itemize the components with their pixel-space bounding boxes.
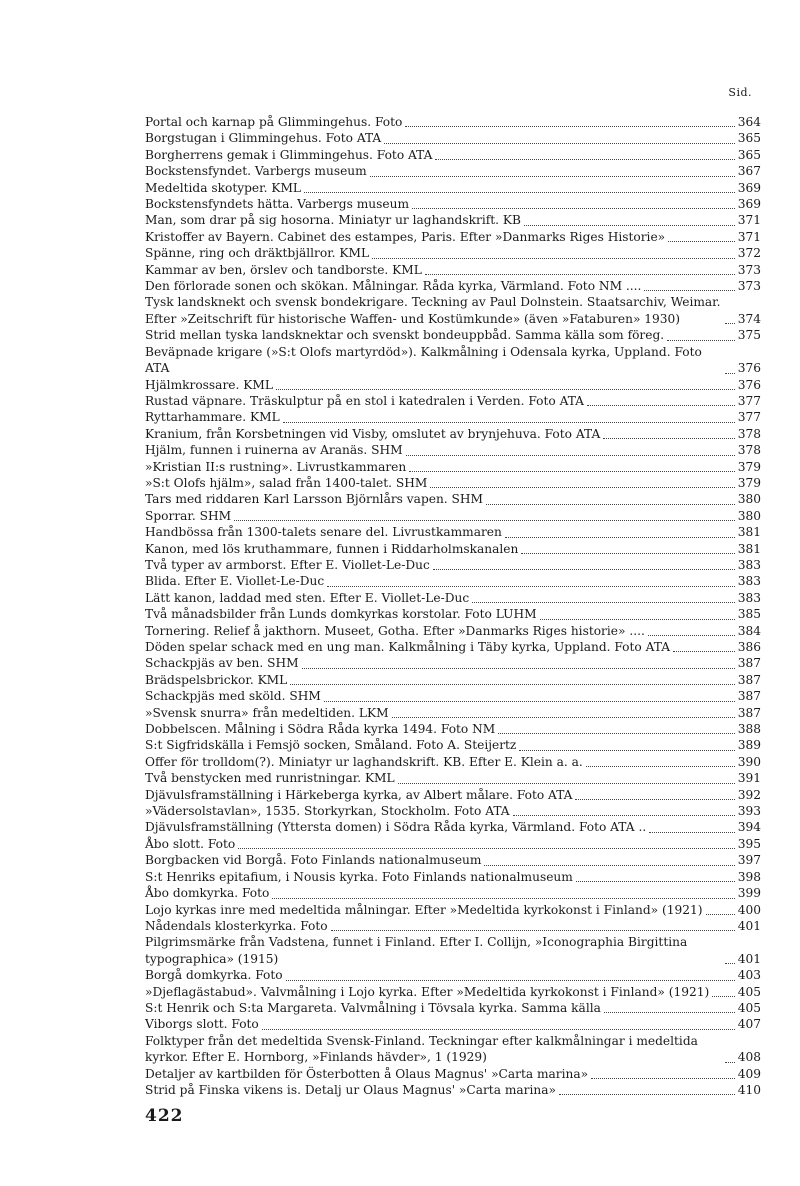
dot-leader (276, 389, 735, 390)
dot-leader (540, 619, 735, 620)
entry-page-number: 408 (737, 1050, 761, 1065)
page-column-label: Sid. (728, 86, 752, 99)
list-item (145, 508, 761, 524)
dot-leader (604, 1012, 735, 1013)
list-item (145, 688, 761, 704)
entry-page-number: 365 (737, 147, 761, 162)
entry-caption: Strid mellan tyska landsknektar och svenskt bondeuppbåd. Samma källa som föreg. (145, 328, 665, 343)
entry-caption: S:t Henriks epitafium, i Nousis kyrka. Foto Finlands nationalmuseum (145, 869, 573, 884)
dot-leader (392, 717, 735, 718)
dot-leader (725, 323, 735, 324)
entry-caption: Spänne, ring och dräktbjällror. KML (145, 246, 370, 261)
list-item (145, 278, 761, 294)
dot-leader (384, 143, 735, 144)
entry-page-number: 400 (737, 902, 761, 917)
entry-caption: »Djeflagästabud». Valvmålning i Lojo kyrka. Efter »Medeltida kyrkokonst i Finland» (1921) (145, 984, 710, 999)
dot-leader (603, 438, 734, 439)
list-item (145, 1000, 761, 1016)
entry-page-number: 379 (737, 459, 761, 474)
entry-page-number: 373 (737, 279, 761, 294)
entry-page-number: 371 (737, 213, 761, 228)
list-item (145, 114, 761, 130)
dot-leader (430, 487, 734, 488)
entry-caption: Två typer av armborst. Efter E. Viollet-Le-Duc (145, 557, 430, 572)
entry-caption: S:t Sigfridskälla i Femsjö socken, Småland. Foto A. Steijertz (145, 738, 517, 753)
list-item (145, 262, 761, 278)
entry-page-number: 401 (737, 918, 761, 933)
entry-page-number: 389 (737, 738, 761, 753)
entry-caption: Dobbelscen. Målning i Södra Råda kyrka 1494. Foto NM (145, 722, 496, 737)
entry-page-number: 387 (737, 672, 761, 687)
entry-page-number: 375 (737, 328, 761, 343)
entry-page-number: 394 (737, 820, 761, 835)
entry-caption: Djävulsframställning i Härkeberga kyrka, av Albert målare. Foto ATA (145, 787, 573, 802)
dot-leader (505, 537, 735, 538)
entry-page-number: 384 (737, 623, 761, 638)
list-item (145, 130, 761, 146)
list-item (145, 787, 761, 803)
entry-page-number: 377 (737, 393, 761, 408)
list-item (145, 393, 761, 409)
entry-page-number: 383 (737, 574, 761, 589)
list-item (145, 852, 761, 868)
entry-page-number: 387 (737, 689, 761, 704)
entry-caption: Schackpjäs med sköld. SHM (145, 689, 321, 704)
entry-page-number: 409 (737, 1066, 761, 1081)
list-item (145, 918, 761, 934)
entry-caption: Medeltida skotyper. KML (145, 180, 302, 195)
entry-page-number: 403 (737, 968, 761, 983)
entry-caption: Kranium, från Korsbetningen vid Visby, omslutet av brynjehuva. Foto ATA (145, 426, 601, 441)
dot-leader (648, 635, 735, 636)
entry-caption: Borgherrens gemak i Glimmingehus. Foto ATA (145, 147, 433, 162)
entry-caption: Åbo domkyrka. Foto (145, 886, 270, 901)
dot-leader (370, 176, 735, 177)
dot-leader (725, 963, 735, 964)
entry-caption: Schackpjäs av ben. SHM (145, 656, 299, 671)
list-item (145, 737, 761, 753)
dot-leader (304, 192, 735, 193)
entry-caption: Offer för trolldom(?). Miniatyr ur laghandskrift. KB. Efter E. Klein a. a. (145, 754, 583, 769)
entry-page-number: 405 (737, 1000, 761, 1015)
entry-caption: Beväpnade krigare (»S:t Olofs martyrdöd»). Kalkmålning i Odensala kyrka, Uppland. Foto ATA (145, 344, 702, 376)
entry-caption: Strid på Finska vikens is. Detalj ur Olaus Magnus' »Carta marina» (145, 1082, 556, 1097)
list-item (145, 836, 761, 852)
dot-leader (327, 586, 735, 587)
entry-page-number: 381 (737, 541, 761, 556)
entry-page-number: 380 (737, 492, 761, 507)
entry-page-number: 410 (737, 1082, 761, 1097)
entry-caption: Åbo slott. Foto (145, 836, 236, 851)
entry-page-number: 397 (737, 853, 761, 868)
list-item (145, 590, 761, 606)
dot-leader (591, 1078, 735, 1079)
dot-leader (302, 668, 735, 669)
dot-leader (524, 225, 735, 226)
dot-leader (519, 750, 734, 751)
entry-caption: Brädspelsbrickor. KML (145, 672, 288, 687)
list-item (145, 541, 761, 557)
list-item (145, 902, 761, 918)
list-item (145, 557, 761, 573)
list-item (145, 934, 761, 967)
entry-page-number: 392 (737, 787, 761, 802)
dot-leader (667, 340, 735, 341)
entry-caption: Den förlorade sonen och skökan. Målningar. Råda kyrka, Värmland. Foto NM .... (145, 279, 642, 294)
entry-caption: Blida. Efter E. Viollet-Le-Duc (145, 574, 325, 589)
entry-page-number: 376 (737, 361, 761, 376)
dot-leader (484, 865, 734, 866)
dot-leader (644, 290, 734, 291)
entry-caption: Viborgs slott. Foto (145, 1017, 259, 1032)
entry-caption: Tysk landsknekt och svensk bondekrigare. Teckning av Paul Dolnstein. Staatsarchiv, Weimar. Efter »Zeitschrift für historische Waffen- und Kostümkunde» (även »Fataburen» 1930) (145, 295, 721, 326)
entry-page-number: 376 (737, 377, 761, 392)
list-item (145, 885, 761, 901)
dot-leader (262, 1029, 735, 1030)
entry-caption: Lätt kanon, laddad med sten. Efter E. Viollet-Le-Duc (145, 590, 470, 605)
entry-page-number: 391 (737, 771, 761, 786)
entry-caption: Kristoffer av Bayern. Cabinet des estampes, Paris. Efter »Danmarks Riges Historie» (145, 229, 666, 244)
entry-caption: Bockstensfyndet. Varbergs museum (145, 164, 367, 179)
entry-caption: Ryttarhammare. KML (145, 410, 280, 425)
illustration-list (145, 114, 761, 1098)
dot-leader (286, 980, 735, 981)
entry-page-number: 365 (737, 131, 761, 146)
list-item (145, 984, 761, 1000)
entry-caption: S:t Henrik och S:ta Margareta. Valvmålning i Tövsala kyrka. Samma källa (145, 1000, 601, 1015)
entry-caption: Detaljer av kartbilden för Österbotten å Olaus Magnus' »Carta marina» (145, 1066, 589, 1081)
list-item (145, 803, 761, 819)
entry-page-number: 379 (737, 475, 761, 490)
entry-page-number: 387 (737, 656, 761, 671)
entry-caption: Pilgrimsmärke från Vadstena, funnet i Finland. Efter I. Collijn, »Iconographia Birgittina typographica» (1915) (145, 935, 688, 966)
entry-page-number: 369 (737, 180, 761, 195)
entry-caption: Kanon, med lös kruthammare, funnen i Riddarholmskanalen (145, 541, 519, 556)
entry-page-number: 377 (737, 410, 761, 425)
dot-leader (521, 553, 734, 554)
list-item (145, 180, 761, 196)
dot-leader (234, 520, 735, 521)
entry-caption: Tars med riddaren Karl Larsson Björnlårs vapen. SHM (145, 492, 484, 507)
entry-page-number: 378 (737, 443, 761, 458)
list-item (145, 819, 761, 835)
list-item (145, 147, 761, 163)
dot-leader (576, 881, 735, 882)
list-item (145, 442, 761, 458)
entry-page-number: 378 (737, 426, 761, 441)
entry-caption: Döden spelar schack med en ung man. Kalkmålning i Täby kyrka, Uppland. Foto ATA (145, 640, 671, 654)
dot-leader (673, 651, 735, 652)
dot-leader (587, 405, 735, 406)
entry-page-number: 387 (737, 705, 761, 720)
dot-leader (575, 799, 734, 800)
entry-caption: Sporrar. SHM (145, 508, 232, 523)
entry-caption: Handbössa från 1300-talets senare del. Livrustkammaren (145, 525, 502, 540)
dot-leader (412, 208, 735, 209)
dot-leader (398, 783, 735, 784)
entry-caption: »Svensk snurra» från medeltiden. LKM (145, 705, 389, 720)
entry-caption: Två benstycken med runristningar. KML (145, 771, 395, 786)
entry-page-number: 395 (737, 836, 761, 851)
list-item (145, 672, 761, 688)
dot-leader (331, 930, 735, 931)
dot-leader (283, 422, 735, 423)
list-item (145, 491, 761, 507)
entry-caption: Lojo kyrkas inre med medeltida målningar. Efter »Medeltida kyrkokonst i Finland» (1921) (145, 902, 703, 917)
entry-caption: Man, som drar på sig hosorna. Miniatyr ur laghandskrift. KB (145, 213, 521, 228)
dot-leader (586, 766, 735, 767)
entry-page-number: 373 (737, 262, 761, 277)
dot-leader (406, 455, 735, 456)
dot-leader (238, 848, 735, 849)
list-item (145, 409, 761, 425)
page-number: 422 (145, 1106, 184, 1126)
entry-caption: »Kristian II:s rustning». Livrustkammaren (145, 459, 407, 474)
entry-caption: Borgbacken vid Borgå. Foto Finlands nationalmuseum (145, 853, 482, 868)
entry-page-number: 399 (737, 886, 761, 901)
entry-caption: Borgå domkyrka. Foto (145, 968, 283, 983)
entry-page-number: 383 (737, 590, 761, 605)
dot-leader (472, 602, 735, 603)
list-item (145, 705, 761, 721)
list-item (145, 606, 761, 622)
dot-leader (425, 274, 735, 275)
list-item (145, 524, 761, 540)
entry-caption: Hjälm, funnen i ruinerna av Aranäs. SHM (145, 443, 403, 458)
entry-page-number: 367 (737, 164, 761, 179)
dot-leader (409, 471, 734, 472)
list-item (145, 721, 761, 737)
entry-caption: Hjälmkrossare. KML (145, 377, 273, 392)
entry-page-number: 398 (737, 869, 761, 884)
list-item (145, 426, 761, 442)
dot-leader (725, 1062, 735, 1063)
list-item (145, 163, 761, 179)
entry-caption: Borgstugan i Glimmingehus. Foto ATA (145, 131, 382, 146)
list-item (145, 245, 761, 261)
entry-caption: Nådendals klosterkyrka. Foto (145, 918, 328, 933)
entry-caption: Portal och karnap på Glimmingehus. Foto (145, 115, 403, 129)
list-item (145, 344, 761, 377)
dot-leader (712, 996, 734, 997)
entry-caption: Två månadsbilder från Lunds domkyrkas korstolar. Foto LUHM (145, 607, 537, 622)
list-item (145, 770, 761, 786)
entry-page-number: 386 (737, 640, 761, 654)
entry-caption: Kammar av ben, örslev och tandborste. KML (145, 262, 422, 277)
entry-page-number: 381 (737, 525, 761, 540)
entry-page-number: 405 (737, 984, 761, 999)
list-item (145, 639, 761, 655)
dot-leader (513, 815, 735, 816)
list-item (145, 1066, 761, 1082)
entry-page-number: 385 (737, 607, 761, 622)
entry-caption: »S:t Olofs hjälm», salad från 1400-talet. SHM (145, 475, 428, 490)
list-item (145, 294, 761, 327)
entry-page-number: 374 (737, 311, 761, 326)
list-item (145, 229, 761, 245)
entry-caption: Bockstensfyndets hätta. Varbergs museum (145, 197, 410, 212)
entry-page-number: 383 (737, 557, 761, 572)
dot-leader (649, 832, 735, 833)
list-item (145, 475, 761, 491)
dot-leader (290, 684, 734, 685)
list-item (145, 623, 761, 639)
dot-leader (486, 504, 735, 505)
list-item (145, 573, 761, 589)
entry-page-number: 371 (737, 229, 761, 244)
dot-leader (706, 914, 735, 915)
entry-page-number: 407 (737, 1017, 761, 1032)
entry-page-number: 388 (737, 722, 761, 737)
list-item (145, 196, 761, 212)
dot-leader (668, 241, 735, 242)
list-item (145, 1033, 761, 1066)
entry-page-number: 364 (737, 115, 761, 129)
entry-page-number: 372 (737, 246, 761, 261)
list-item (145, 869, 761, 885)
dot-leader (433, 569, 735, 570)
list-item (145, 1016, 761, 1032)
dot-leader (324, 701, 735, 702)
dot-leader (498, 733, 734, 734)
dot-leader (272, 898, 734, 899)
entry-page-number: 380 (737, 508, 761, 523)
dot-leader (405, 126, 734, 127)
dot-leader (372, 258, 735, 259)
list-item (145, 377, 761, 393)
entry-page-number: 369 (737, 197, 761, 212)
dot-leader (435, 159, 734, 160)
entry-caption: Tornering. Relief å jakthorn. Museet, Gotha. Efter »Danmarks Riges historie» .... (145, 623, 645, 638)
list-item (145, 212, 761, 228)
entry-page-number: 393 (737, 804, 761, 819)
list-item (145, 459, 761, 475)
entry-page-number: 401 (737, 951, 761, 966)
entry-caption: Djävulsframställning (Yttersta domen) i Södra Råda kyrka, Värmland. Foto ATA .. (145, 820, 647, 835)
list-item (145, 754, 761, 770)
list-item (145, 967, 761, 983)
entry-caption: Rustad väpnare. Träskulptur på en stol i katedralen i Verden. Foto ATA (145, 393, 584, 408)
list-item (145, 655, 761, 671)
entry-caption: »Vädersolstavlan», 1535. Storkyrkan, Stockholm. Foto ATA (145, 804, 510, 819)
entry-caption: Folktyper från det medeltida Svensk-Finland. Teckningar efter kalkmålningar i medeltida kyrkor. Efter E. Hornborg, »Finlands hävder», 1 (1929) (145, 1033, 698, 1065)
dot-leader (725, 373, 735, 374)
list-item (145, 1082, 761, 1098)
entry-page-number: 390 (737, 754, 761, 769)
list-item (145, 327, 761, 343)
dot-leader (559, 1094, 735, 1095)
